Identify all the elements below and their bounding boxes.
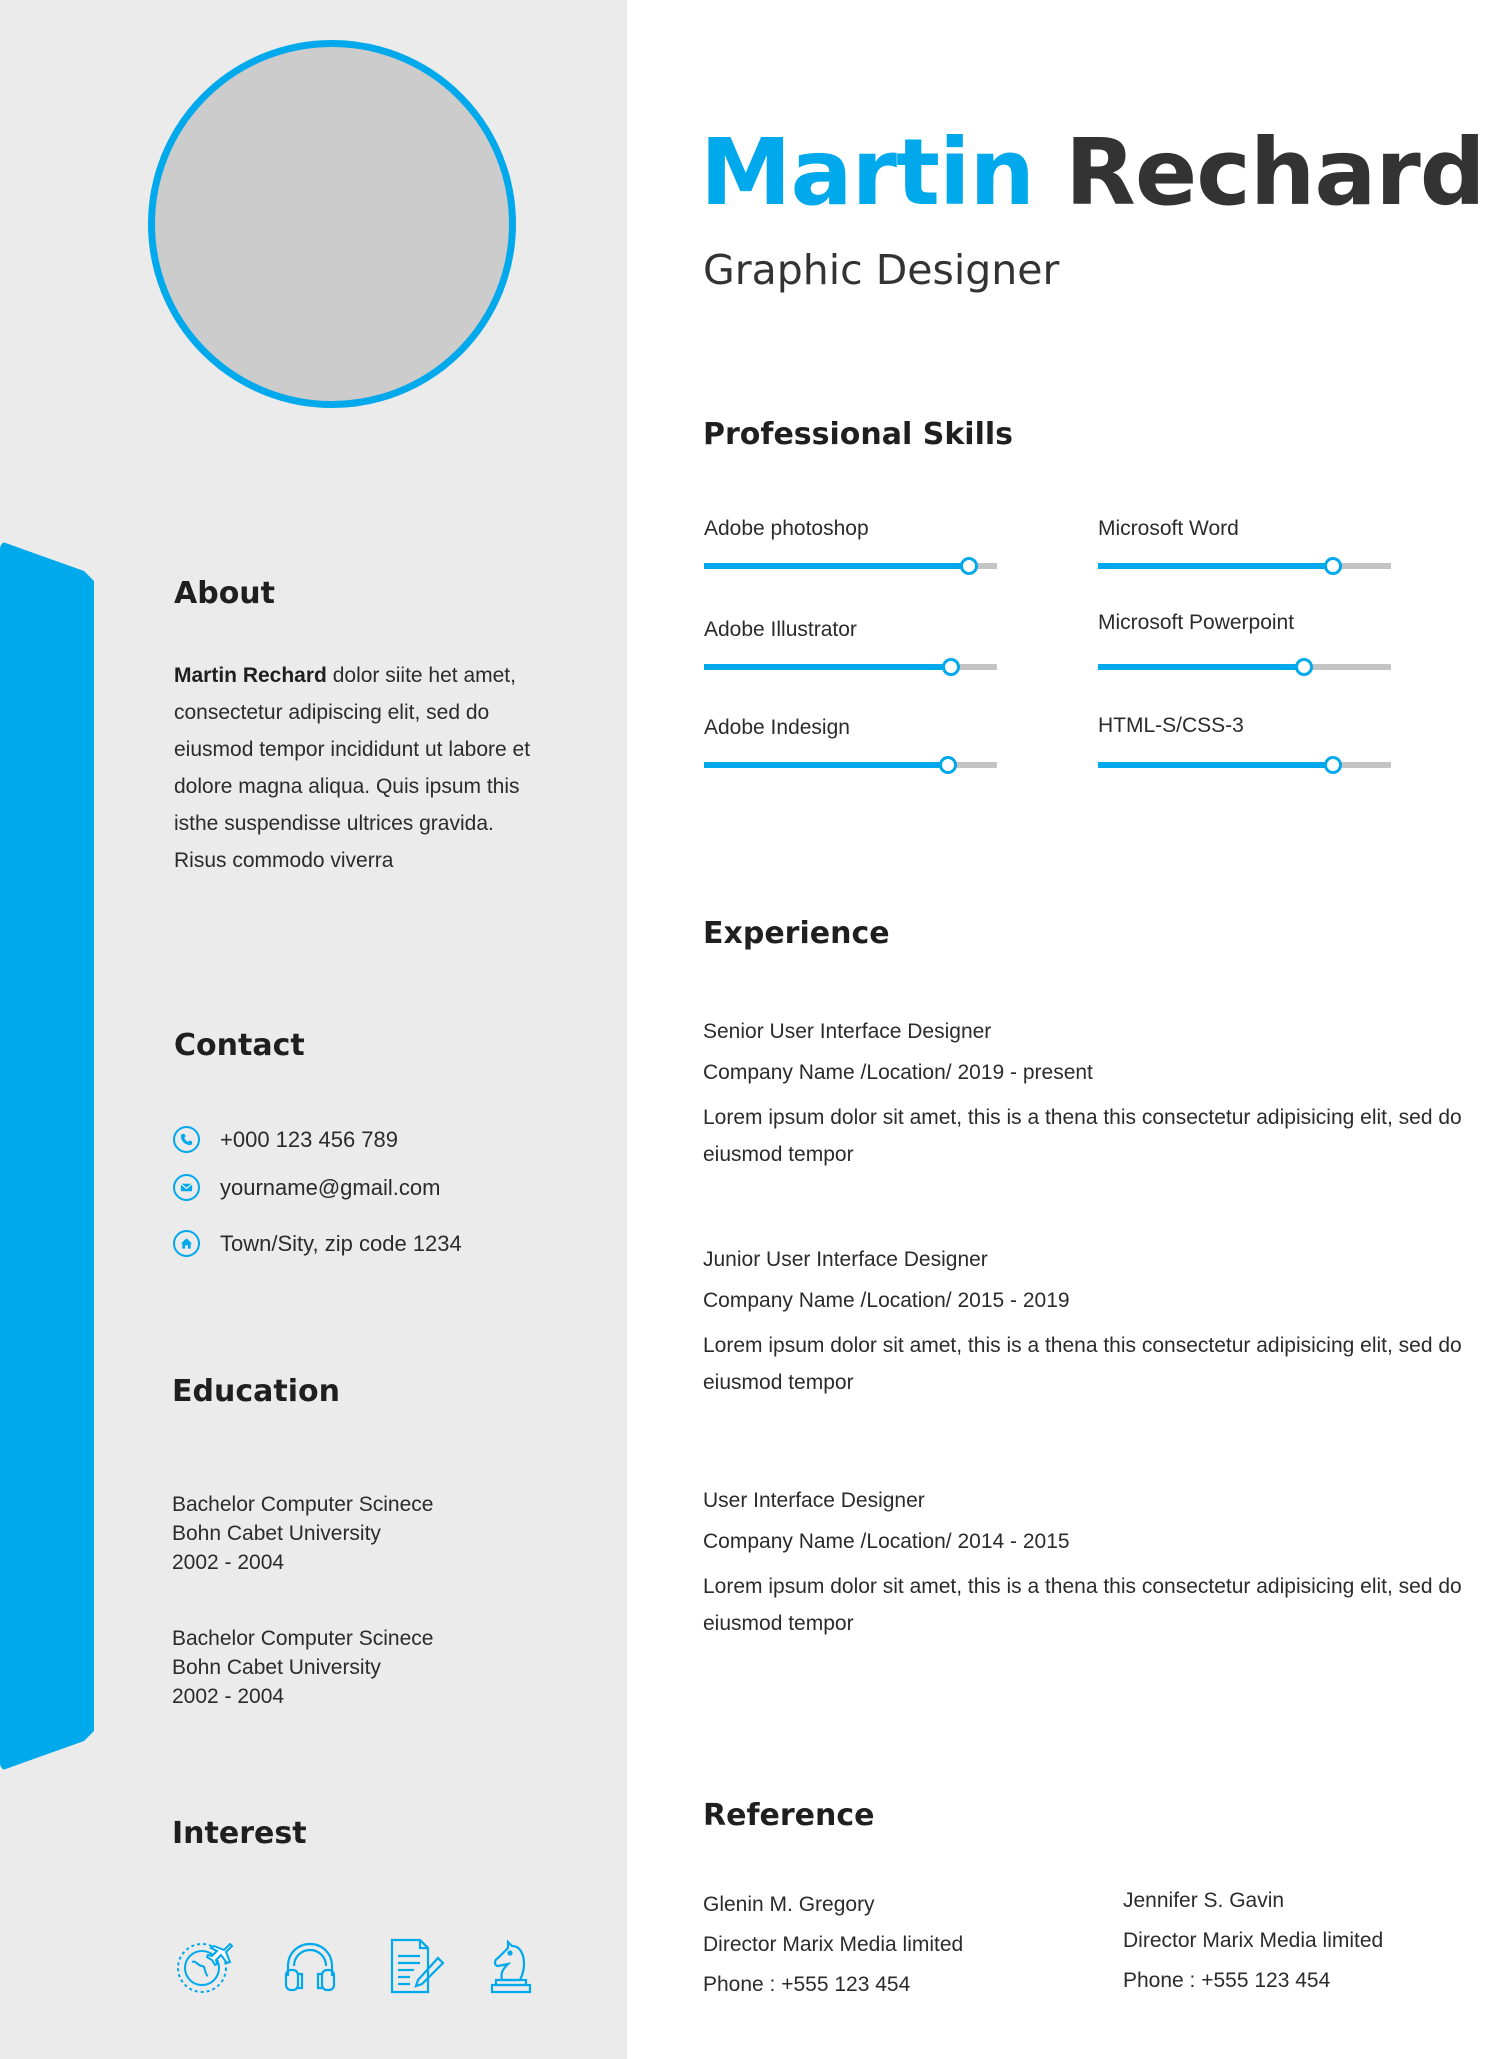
skill-fill xyxy=(1098,664,1303,670)
skill-name: Microsoft Word xyxy=(1098,517,1239,540)
education-school: Bohn Cabet University xyxy=(172,1522,381,1545)
skill-name: Microsoft Powerpoint xyxy=(1098,611,1295,634)
experience-company: Company Name /Location/ 2014 - 2015 xyxy=(703,1530,1070,1553)
education-degree: Bachelor Computer Scinece xyxy=(172,1627,434,1650)
experience-role: Senior User Interface Designer xyxy=(703,1020,992,1043)
experience-company: Company Name /Location/ 2019 - present xyxy=(703,1061,1093,1084)
experience-role: User Interface Designer xyxy=(703,1489,925,1512)
skill-item xyxy=(1098,517,1391,569)
reference-phone: Phone : +555 123 454 xyxy=(1123,1969,1331,1992)
about-title: About xyxy=(174,576,276,611)
about-body: dolor siite het amet, consectetur adipiscing elit, sed do eiusmod tempor incididunt ut labore et dolore magna aliqua. Quis ipsum this isthe suspendisse ultrices gravida. Risus commodo viverra xyxy=(174,664,531,872)
education-title: Education xyxy=(172,1374,340,1409)
skill-name: Adobe Indesign xyxy=(704,716,850,739)
reference-phone: Phone : +555 123 454 xyxy=(703,1973,911,1996)
skill-track xyxy=(1098,664,1391,670)
contact-email-text: yourname@gmail.com xyxy=(220,1174,441,1200)
mail-icon xyxy=(173,1174,200,1201)
education-degree: Bachelor Computer Scinece xyxy=(172,1493,434,1516)
experience-item xyxy=(703,1486,1463,1642)
interest-title: Interest xyxy=(172,1816,307,1851)
experience-item xyxy=(703,1017,1463,1173)
skill-name: Adobe photoshop xyxy=(704,517,869,540)
skill-item xyxy=(1098,714,1391,768)
education-item xyxy=(172,1490,433,1577)
skills-title: Professional Skills xyxy=(703,417,1013,452)
skill-track xyxy=(704,664,997,670)
chess-knight-icon xyxy=(480,1936,540,1996)
experience-description: Lorem ipsum dolor sit amet, this is a thena this consectetur adipisicing elit, sed do eiusmod tempor xyxy=(703,1106,1462,1166)
skill-name: Adobe Illustrator xyxy=(704,618,857,641)
skill-knob xyxy=(960,557,978,575)
home-icon xyxy=(173,1230,200,1257)
contact-address xyxy=(173,1230,462,1257)
skill-item xyxy=(1098,611,1391,670)
skill-item xyxy=(704,618,997,670)
profile-photo-placeholder xyxy=(148,40,516,408)
reference-item xyxy=(703,1885,963,2005)
skill-fill xyxy=(1098,762,1332,768)
education-years: 2002 - 2004 xyxy=(172,1551,285,1574)
contact-phone xyxy=(173,1126,398,1153)
skill-item xyxy=(704,517,997,569)
education-item xyxy=(172,1624,433,1711)
skill-track xyxy=(1098,762,1391,768)
skill-fill xyxy=(704,762,947,768)
skill-fill xyxy=(704,563,968,569)
education-school: Bohn Cabet University xyxy=(172,1656,381,1679)
skill-item xyxy=(704,716,997,768)
skill-track xyxy=(1098,563,1391,569)
first-name: Martin xyxy=(700,119,1035,226)
phone-icon xyxy=(173,1126,200,1153)
reference-name: Jennifer S. Gavin xyxy=(1123,1889,1285,1912)
contact-phone-text: +000 123 456 789 xyxy=(220,1126,399,1152)
contact-address-text: Town/Sity, zip code 1234 xyxy=(220,1230,462,1256)
reference-position: Director Marix Media limited xyxy=(1123,1929,1384,1952)
skill-knob xyxy=(942,658,960,676)
headphones-icon xyxy=(280,1936,340,1996)
skill-track xyxy=(704,563,997,569)
reference-item xyxy=(1123,1881,1383,2001)
travel-globe-icon xyxy=(174,1936,234,1996)
accent-bar xyxy=(0,541,94,1771)
skill-knob xyxy=(1324,756,1342,774)
experience-item xyxy=(703,1245,1463,1401)
skill-knob xyxy=(939,756,957,774)
reference-position: Director Marix Media limited xyxy=(703,1933,964,1956)
experience-description: Lorem ipsum dolor sit amet, this is a thena this consectetur adipisicing elit, sed do eiusmod tempor xyxy=(703,1334,1462,1394)
skill-fill xyxy=(704,664,950,670)
experience-description: Lorem ipsum dolor sit amet, this is a thena this consectetur adipisicing elit, sed do eiusmod tempor xyxy=(703,1575,1462,1635)
full-name xyxy=(700,118,1485,228)
job-title: Graphic Designer xyxy=(703,246,1060,294)
contact-title: Contact xyxy=(174,1028,305,1063)
contact-email xyxy=(173,1174,440,1201)
reference-title: Reference xyxy=(703,1798,875,1833)
experience-role: Junior User Interface Designer xyxy=(703,1248,988,1271)
skill-name: HTML-S/CSS-3 xyxy=(1098,714,1244,737)
writing-document-icon xyxy=(386,1936,446,1996)
about-name: Martin Rechard xyxy=(174,664,327,687)
skill-knob xyxy=(1324,557,1342,575)
education-years: 2002 - 2004 xyxy=(172,1685,285,1708)
skill-fill xyxy=(1098,563,1332,569)
skill-track xyxy=(704,762,997,768)
reference-name: Glenin M. Gregory xyxy=(703,1893,875,1916)
last-name: Rechard xyxy=(1065,119,1485,226)
skill-knob xyxy=(1295,658,1313,676)
experience-title: Experience xyxy=(703,916,890,951)
experience-company: Company Name /Location/ 2015 - 2019 xyxy=(703,1289,1070,1312)
about-text xyxy=(174,657,544,879)
